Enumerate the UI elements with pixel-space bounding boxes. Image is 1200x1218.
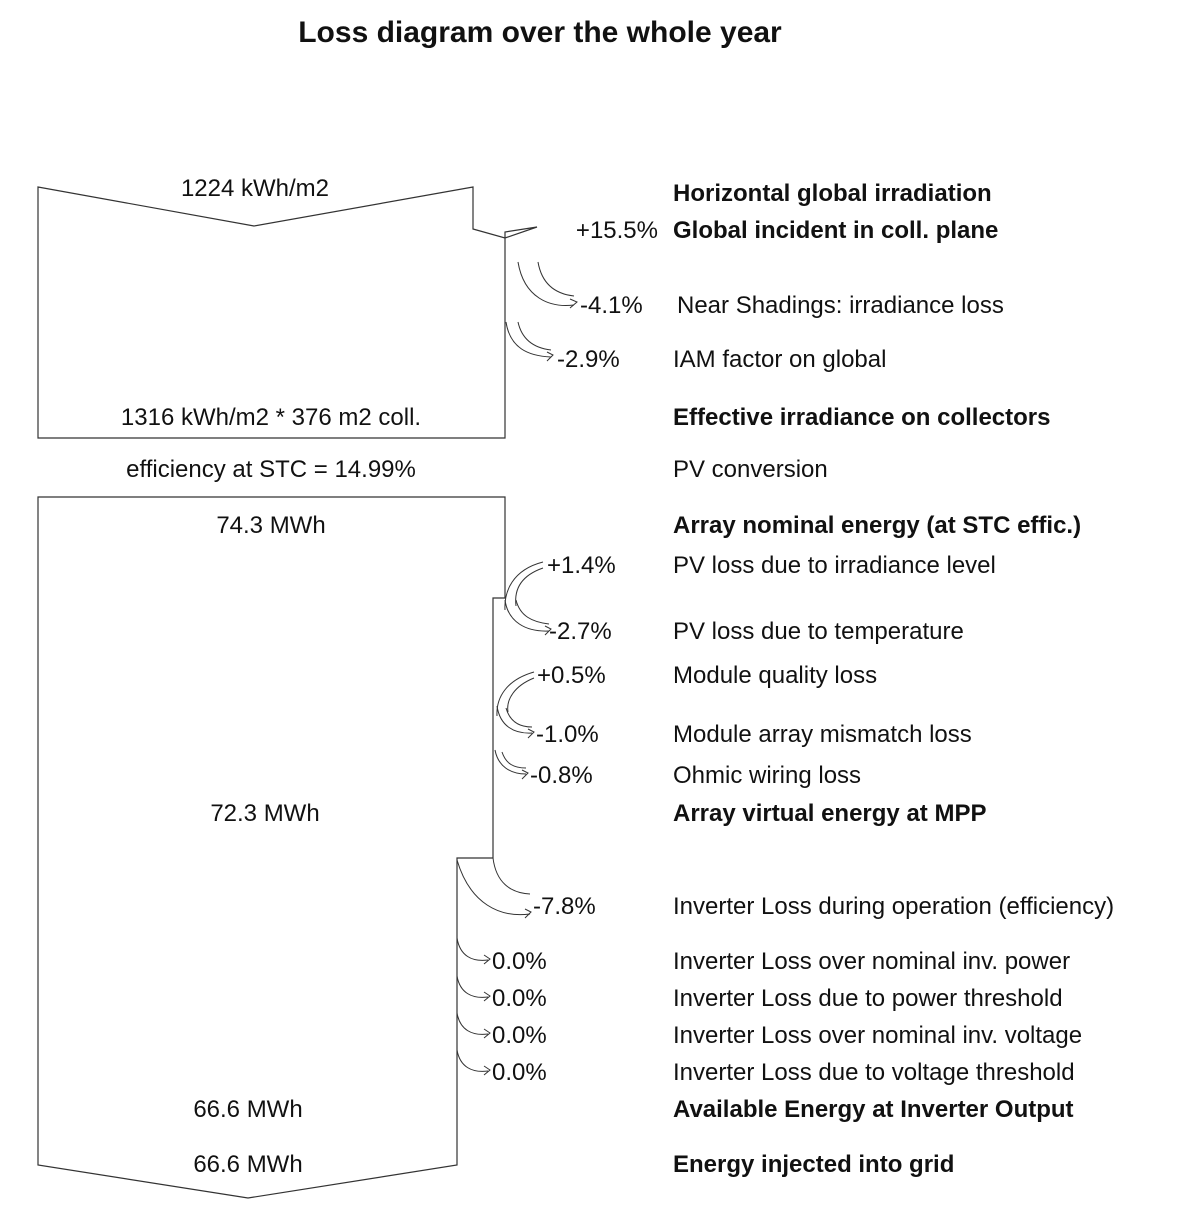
label-array-mpp: Array virtual energy at MPP xyxy=(673,800,987,827)
label-irradiance-level: PV loss due to irradiance level xyxy=(673,552,996,579)
label-ohmic: Ohmic wiring loss xyxy=(673,762,862,789)
diagram-title: Loss diagram over the whole year xyxy=(298,16,782,49)
label-module-quality: Module quality loss xyxy=(673,662,878,689)
label-grid-energy: Energy injected into grid xyxy=(673,1151,955,1178)
available-energy-value: 66.6 MWh xyxy=(193,1096,303,1123)
arc-ohmic xyxy=(495,750,526,774)
label-temperature: PV loss due to temperature xyxy=(673,618,964,645)
arc-near-shading xyxy=(518,262,574,306)
label-pv-conversion: PV conversion xyxy=(673,456,828,483)
arc-inv-power-threshold xyxy=(457,976,488,997)
label-array-nominal: Array nominal energy (at STC effic.) xyxy=(673,512,1082,539)
nominal-energy-value: 74.3 MWh xyxy=(216,512,326,539)
percentages xyxy=(492,217,658,1086)
label-effective-irradiance: Effective irradiance on collectors xyxy=(673,404,1051,431)
energy-block xyxy=(38,497,505,1198)
irradiation-block xyxy=(38,187,537,438)
label-inv-power: Inverter Loss over nominal inv. power xyxy=(673,948,1071,975)
label-near-shadings: Near Shadings: irradiance loss xyxy=(677,292,1004,319)
stc-efficiency: efficiency at STC = 14.99% xyxy=(126,456,416,483)
pct-inv-voltage-threshold: 0.0% xyxy=(492,1059,547,1086)
arc-inverter-efficiency xyxy=(457,860,530,915)
pct-inv-power: 0.0% xyxy=(492,948,547,975)
label-mismatch: Module array mismatch loss xyxy=(673,721,972,748)
pct-mismatch: -1.0% xyxy=(536,721,599,748)
grid-energy-value: 66.6 MWh xyxy=(193,1151,303,1178)
arc-module-quality xyxy=(497,672,534,716)
label-iam: IAM factor on global xyxy=(673,346,887,373)
arc-mismatch xyxy=(497,706,532,733)
pct-irradiance-level: +1.4% xyxy=(547,552,616,579)
label-horizontal-irradiation: Horizontal global irradiation xyxy=(673,180,992,207)
pct-ohmic: -0.8% xyxy=(530,762,593,789)
effective-irradiance-value: 1316 kWh/m2 * 376 m2 coll. xyxy=(120,404,422,431)
pct-inv-voltage: 0.0% xyxy=(492,1022,547,1049)
pct-inv-power-threshold: 0.0% xyxy=(492,985,547,1012)
arc-inv-voltage-threshold xyxy=(457,1050,488,1071)
row-labels xyxy=(673,180,1114,1178)
horizontal-irradiation-value: 1224 kWh/m2 xyxy=(180,175,330,202)
label-inverter-efficiency: Inverter Loss during operation (efficiency) xyxy=(673,893,1115,920)
pct-inverter-efficiency: -7.8% xyxy=(533,893,596,920)
arc-irradiance-level xyxy=(505,562,543,610)
label-inv-voltage: Inverter Loss over nominal inv. voltage xyxy=(673,1022,1083,1049)
label-inv-voltage-threshold: Inverter Loss due to voltage threshold xyxy=(673,1059,1075,1086)
arc-inv-power xyxy=(457,938,488,960)
pct-global-incident: +15.5% xyxy=(575,217,658,244)
mpp-energy-value: 72.3 MWh xyxy=(210,800,320,827)
pct-iam: -2.9% xyxy=(557,346,620,373)
arc-iam xyxy=(506,322,551,357)
label-global-incident: Global incident in coll. plane xyxy=(673,217,999,244)
arc-inv-voltage xyxy=(457,1013,488,1034)
pct-temperature: -2.7% xyxy=(549,618,612,645)
arc-temperature xyxy=(505,600,549,631)
label-available-energy: Available Energy at Inverter Output xyxy=(673,1096,1074,1123)
pct-module-quality: +0.5% xyxy=(537,662,606,689)
label-inv-power-threshold: Inverter Loss due to power threshold xyxy=(673,985,1063,1012)
pct-near-shadings: -4.1% xyxy=(580,292,643,319)
